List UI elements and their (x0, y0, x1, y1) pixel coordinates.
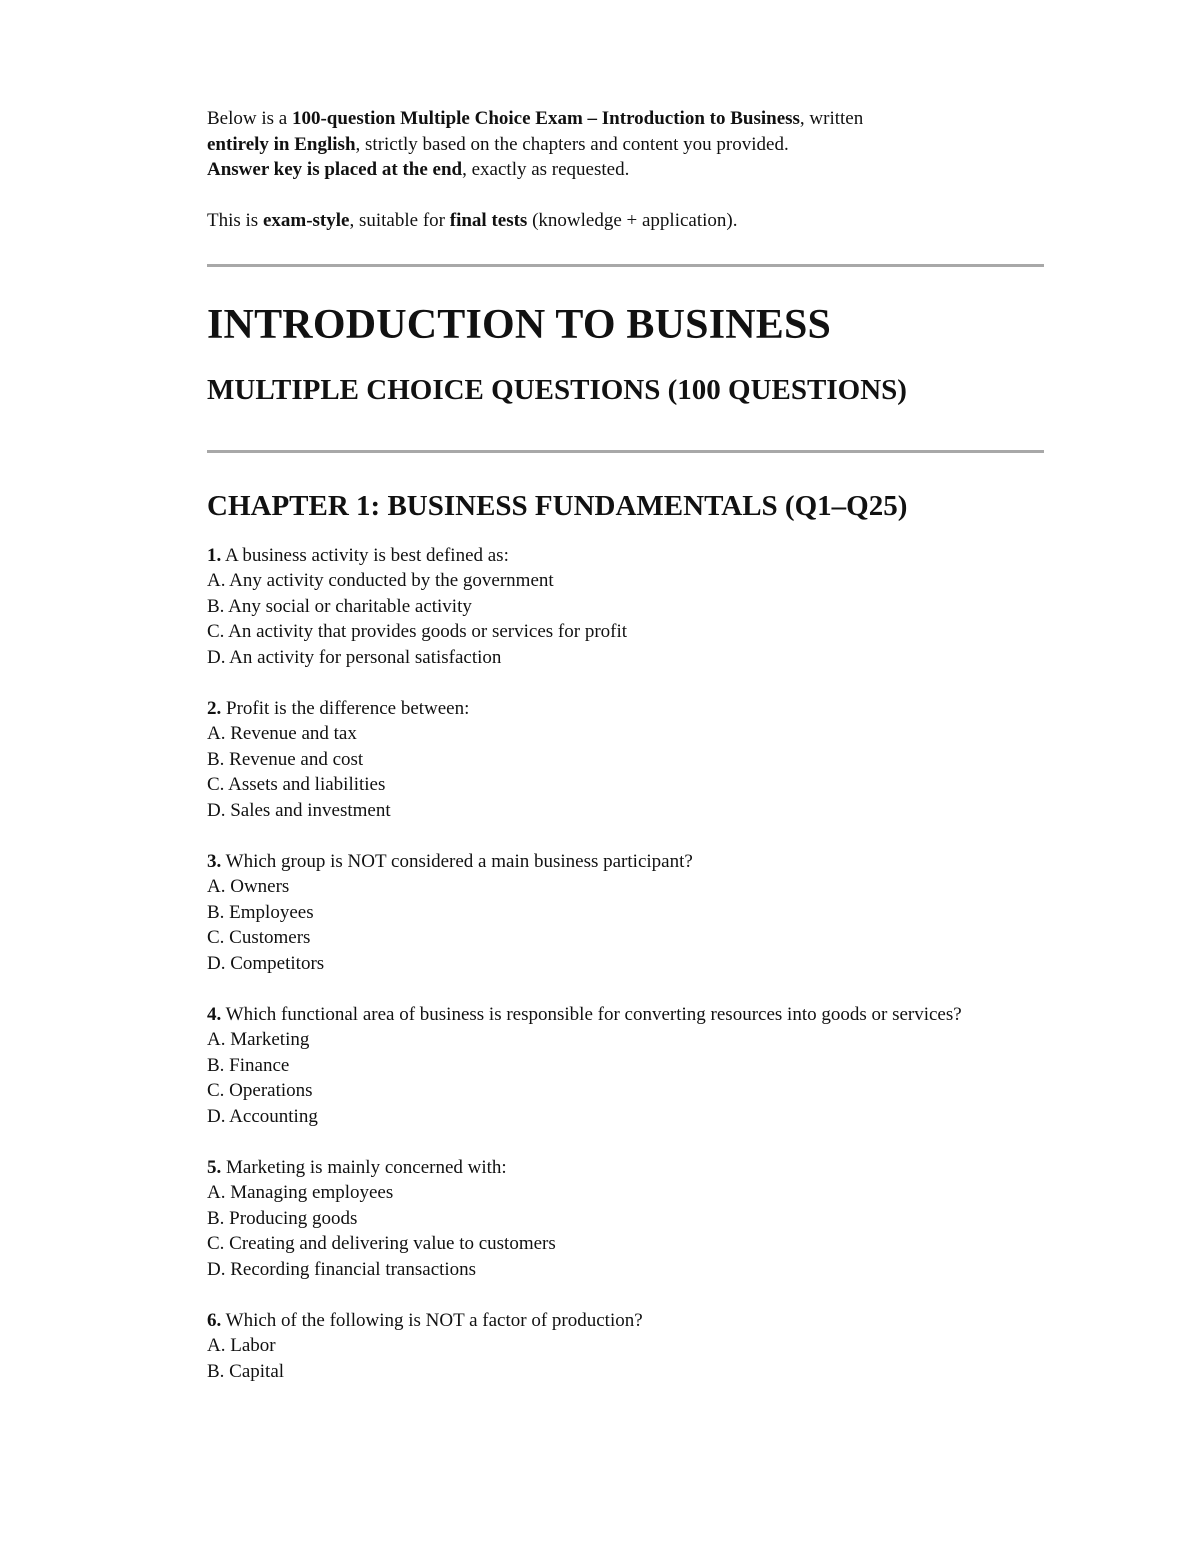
horizontal-divider (207, 450, 1044, 453)
intro-text: Below is a (207, 108, 292, 129)
answer-option: C. An activity that provides goods or services for profit (207, 621, 628, 642)
question-text (207, 543, 1017, 569)
answer-option: B. Any social or charitable activity (207, 595, 472, 617)
spacer (207, 183, 1047, 209)
intro-line-1 (207, 106, 1047, 132)
question-text (207, 1308, 1017, 1334)
answer-option: D. Accounting (207, 1105, 318, 1127)
answer-option: B. Employees (207, 901, 314, 923)
question-item (207, 1002, 1047, 1130)
answer-option: C. Creating and delivering value to customers (207, 1233, 556, 1254)
intro-text: , suitable for (349, 210, 450, 231)
question-text (207, 1155, 1017, 1181)
question-text (207, 849, 1017, 875)
answer-option: A. Marketing (207, 1029, 310, 1050)
question-prompt: Which functional area of business is responsible for converting resources into goods or services? (221, 1003, 962, 1025)
question-number: 5. (207, 1156, 222, 1178)
document-title: INTRODUCTION TO BUSINESS (207, 301, 832, 348)
intro-section (207, 106, 1047, 234)
answer-option: D. Competitors (207, 952, 325, 974)
question-item (207, 1155, 1047, 1283)
question-number: 6. (207, 1309, 222, 1331)
answer-option: A. Owners (207, 876, 290, 897)
intro-bold-text: entirely in English (207, 133, 356, 155)
intro-text: (knowledge + application). (527, 210, 738, 231)
question-text (207, 1002, 1017, 1028)
answer-option: C. Customers (207, 927, 311, 948)
answer-option: B. Producing goods (207, 1207, 358, 1229)
question-prompt: Profit is the difference between: (221, 697, 470, 719)
document-subtitle: MULTIPLE CHOICE QUESTIONS (100 QUESTIONS) (207, 373, 907, 406)
answer-option: B. Finance (207, 1054, 290, 1076)
question-item (207, 1308, 1047, 1385)
intro-bold-text: final tests (449, 210, 528, 231)
chapter-heading: CHAPTER 1: BUSINESS FUNDAMENTALS (Q1–Q25) (207, 489, 908, 522)
question-prompt: Which group is NOT considered a main business participant? (221, 850, 693, 872)
intro-bold-text: Answer key is placed at the end (207, 159, 463, 180)
answer-option: C. Operations (207, 1080, 313, 1101)
question-number: 2. (207, 697, 222, 719)
question-prompt: Marketing is mainly concerned with: (221, 1156, 507, 1178)
answer-option: A. Labor (207, 1335, 276, 1356)
intro-text: , strictly based on the chapters and content you provided. (355, 133, 789, 155)
answer-option: D. An activity for personal satisfaction (207, 646, 502, 668)
intro-line-2 (207, 132, 1047, 158)
question-item (207, 696, 1047, 824)
answer-option: D. Sales and investment (207, 799, 391, 821)
intro-line-4 (207, 208, 1047, 234)
question-number: 1. (207, 544, 222, 566)
answer-option: C. Assets and liabilities (207, 774, 386, 795)
question-list (207, 543, 1047, 1385)
answer-option: B. Capital (207, 1360, 285, 1382)
intro-bold-text: 100-question Multiple Choice Exam – Introduction to Business (291, 108, 800, 129)
answer-option: B. Revenue and cost (207, 748, 364, 770)
question-item (207, 543, 1047, 671)
question-prompt: Which of the following is NOT a factor of production? (221, 1309, 643, 1331)
document-page (207, 106, 1047, 1410)
horizontal-divider (207, 264, 1044, 267)
question-prompt: A business activity is best defined as: (221, 544, 509, 566)
intro-line-3 (207, 157, 1047, 183)
question-text (207, 696, 1017, 722)
intro-text: This is (207, 210, 263, 231)
question-number: 3. (207, 850, 222, 872)
question-item (207, 849, 1047, 977)
question-number: 4. (207, 1003, 222, 1025)
answer-option: A. Managing employees (207, 1182, 394, 1203)
answer-option: A. Any activity conducted by the government (207, 570, 554, 591)
answer-option: D. Recording financial transactions (207, 1258, 477, 1280)
intro-bold-text: exam-style (262, 210, 350, 231)
answer-option: A. Revenue and tax (207, 723, 357, 744)
intro-text: , written (799, 108, 864, 129)
intro-text: , exactly as requested. (462, 159, 630, 180)
